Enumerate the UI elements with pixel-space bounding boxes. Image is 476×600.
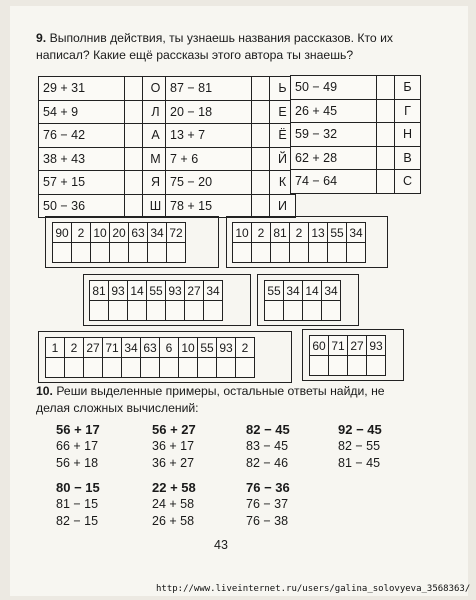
example-group bbox=[338, 421, 382, 472]
key-expression: 13 + 7 bbox=[166, 124, 252, 148]
grid-number: 63 bbox=[141, 338, 160, 358]
grid-letter-row bbox=[233, 243, 366, 263]
grid-letter-cell[interactable] bbox=[72, 243, 91, 263]
grid-letter-cell[interactable] bbox=[129, 243, 148, 263]
grid-number: 34 bbox=[204, 281, 223, 301]
grid-letter-cell[interactable] bbox=[122, 358, 141, 378]
related-example: 26 + 58 bbox=[152, 514, 195, 528]
key-letter: К bbox=[270, 171, 296, 195]
key-expression: 57 + 15 bbox=[39, 171, 125, 195]
related-example: 82 − 46 bbox=[246, 456, 289, 470]
key-table-3 bbox=[290, 75, 421, 194]
grid-number: 81 bbox=[90, 281, 109, 301]
grid-number: 2 bbox=[252, 223, 271, 243]
key-letter: Я bbox=[143, 171, 169, 195]
answer-cell[interactable] bbox=[252, 171, 270, 195]
key-expression: 62 + 28 bbox=[291, 146, 377, 170]
grid-letter-cell[interactable] bbox=[348, 356, 367, 376]
answer-cell[interactable] bbox=[377, 146, 395, 170]
key-letter: О bbox=[143, 77, 169, 101]
key-expression: 76 − 42 bbox=[39, 124, 125, 148]
key-letter: Ш bbox=[143, 194, 169, 218]
answer-grid-2 bbox=[232, 222, 366, 263]
highlighted-example: 56 + 27 bbox=[152, 422, 196, 437]
key-expression: 59 − 32 bbox=[291, 123, 377, 147]
grid-letter-cell[interactable] bbox=[148, 243, 167, 263]
answer-cell[interactable] bbox=[252, 100, 270, 124]
grid-letter-cell[interactable] bbox=[290, 243, 309, 263]
grid-number: 2 bbox=[72, 223, 91, 243]
exercise-9-number: 9. bbox=[36, 31, 47, 45]
key-letter: Ь bbox=[270, 77, 296, 101]
grid-number-row bbox=[233, 223, 366, 243]
key-expression: 20 − 18 bbox=[166, 100, 252, 124]
key-row bbox=[291, 99, 421, 123]
related-example: 81 − 45 bbox=[338, 456, 381, 470]
key-row bbox=[39, 124, 169, 148]
answer-cell[interactable] bbox=[125, 194, 143, 218]
grid-letter-cell[interactable] bbox=[167, 243, 186, 263]
key-row bbox=[291, 146, 421, 170]
highlighted-example: 80 − 15 bbox=[56, 480, 100, 495]
grid-number-row bbox=[53, 223, 186, 243]
grid-letter-cell[interactable] bbox=[46, 358, 65, 378]
answer-grid-1 bbox=[52, 222, 186, 263]
grid-number: 27 bbox=[348, 336, 367, 356]
key-expression: 26 + 45 bbox=[291, 99, 377, 123]
example-group bbox=[152, 479, 196, 530]
key-expression: 75 − 20 bbox=[166, 171, 252, 195]
page-number: 43 bbox=[214, 538, 228, 552]
answer-cell[interactable] bbox=[125, 77, 143, 101]
grid-letter-cell[interactable] bbox=[103, 358, 122, 378]
grid-number: 34 bbox=[347, 223, 366, 243]
grid-letter-cell[interactable] bbox=[128, 301, 147, 321]
answer-cell[interactable] bbox=[377, 170, 395, 194]
grid-number: 1 bbox=[46, 338, 65, 358]
grid-number-row bbox=[46, 338, 255, 358]
answer-cell[interactable] bbox=[377, 123, 395, 147]
key-expression: 50 − 49 bbox=[291, 76, 377, 100]
key-row bbox=[166, 124, 296, 148]
highlighted-example: 82 − 45 bbox=[246, 422, 290, 437]
example-group bbox=[246, 479, 290, 530]
exercise-10-text: Реши выделенные примеры, остальные ответы найди, не делая сложных вычислений: bbox=[36, 384, 385, 415]
grid-number: 13 bbox=[309, 223, 328, 243]
grid-letter-cell[interactable] bbox=[166, 301, 185, 321]
answer-cell[interactable] bbox=[252, 124, 270, 148]
key-row bbox=[39, 171, 169, 195]
answer-cell[interactable] bbox=[125, 124, 143, 148]
grid-number: 34 bbox=[122, 338, 141, 358]
answer-cell[interactable] bbox=[252, 77, 270, 101]
grid-letter-cell[interactable] bbox=[141, 358, 160, 378]
highlighted-example: 22 + 58 bbox=[152, 480, 196, 495]
answer-grid-5 bbox=[45, 337, 255, 378]
key-letter: С bbox=[395, 170, 421, 194]
key-row bbox=[39, 147, 169, 171]
key-expression: 29 + 31 bbox=[39, 77, 125, 101]
exercise-10-instructions bbox=[36, 383, 416, 417]
grid-letter-cell[interactable] bbox=[179, 358, 198, 378]
grid-letter-cell[interactable] bbox=[265, 301, 284, 321]
key-letter: Н bbox=[395, 123, 421, 147]
exercise-9-text: Выполнив действия, ты узнаешь названия рассказов. Кто их написал? Какие ещё рассказы этого автора ты знаешь? bbox=[36, 31, 393, 62]
grid-number: 55 bbox=[328, 223, 347, 243]
grid-letter-row bbox=[90, 301, 223, 321]
grid-number: 63 bbox=[129, 223, 148, 243]
highlighted-example: 76 − 36 bbox=[246, 480, 290, 495]
grid-number: 81 bbox=[271, 223, 290, 243]
grid-number: 71 bbox=[103, 338, 122, 358]
grid-number: 90 bbox=[53, 223, 72, 243]
grid-number: 93 bbox=[367, 336, 386, 356]
grid-number: 10 bbox=[179, 338, 198, 358]
key-row bbox=[166, 77, 296, 101]
grid-number: 60 bbox=[310, 336, 329, 356]
example-group bbox=[56, 421, 100, 472]
key-row bbox=[291, 170, 421, 194]
answer-cell[interactable] bbox=[252, 194, 270, 218]
key-expression: 78 + 15 bbox=[166, 194, 252, 218]
key-letter: Е bbox=[270, 100, 296, 124]
grid-number: 71 bbox=[329, 336, 348, 356]
grid-number: 55 bbox=[265, 281, 284, 301]
grid-number-row bbox=[265, 281, 341, 301]
grid-number: 2 bbox=[236, 338, 255, 358]
grid-letter-cell[interactable] bbox=[310, 356, 329, 376]
grid-letter-cell[interactable] bbox=[284, 301, 303, 321]
key-letter: М bbox=[143, 147, 169, 171]
grid-letter-cell[interactable] bbox=[217, 358, 236, 378]
grid-number-row bbox=[310, 336, 386, 356]
key-letter: Л bbox=[143, 100, 169, 124]
key-row bbox=[166, 194, 296, 218]
grid-letter-row bbox=[265, 301, 341, 321]
highlighted-example: 92 − 45 bbox=[338, 422, 382, 437]
key-row bbox=[39, 100, 169, 124]
grid-letter-cell[interactable] bbox=[204, 301, 223, 321]
grid-letter-cell[interactable] bbox=[65, 358, 84, 378]
grid-number: 93 bbox=[166, 281, 185, 301]
grid-number: 6 bbox=[160, 338, 179, 358]
grid-number-row bbox=[90, 281, 223, 301]
key-row bbox=[291, 123, 421, 147]
related-example: 56 + 18 bbox=[56, 456, 99, 470]
answer-grid-4 bbox=[264, 280, 341, 321]
example-group bbox=[152, 421, 196, 472]
key-expression: 7 + 6 bbox=[166, 147, 252, 171]
grid-number: 93 bbox=[109, 281, 128, 301]
key-expression: 50 − 36 bbox=[39, 194, 125, 218]
grid-number: 10 bbox=[91, 223, 110, 243]
grid-number: 34 bbox=[148, 223, 167, 243]
watermark-url: http://www.liveinternet.ru/users/galina_solovyeva_3568363/ bbox=[156, 584, 471, 594]
grid-letter-cell[interactable] bbox=[198, 358, 217, 378]
key-table-1 bbox=[38, 76, 169, 218]
related-example: 83 − 45 bbox=[246, 439, 289, 453]
exercise-10-number: 10. bbox=[36, 384, 53, 398]
answer-cell[interactable] bbox=[125, 147, 143, 171]
related-example: 66 + 17 bbox=[56, 439, 99, 453]
grid-letter-row bbox=[310, 356, 386, 376]
related-example: 36 + 17 bbox=[152, 439, 195, 453]
grid-letter-cell[interactable] bbox=[367, 356, 386, 376]
grid-letter-cell[interactable] bbox=[110, 243, 129, 263]
grid-number: 34 bbox=[322, 281, 341, 301]
key-expression: 38 + 43 bbox=[39, 147, 125, 171]
related-example: 76 − 37 bbox=[246, 497, 289, 511]
key-letter: Г bbox=[395, 99, 421, 123]
grid-number: 55 bbox=[147, 281, 166, 301]
key-row bbox=[291, 76, 421, 100]
grid-letter-cell[interactable] bbox=[347, 243, 366, 263]
exercise-9-instructions bbox=[36, 30, 416, 64]
grid-number: 14 bbox=[303, 281, 322, 301]
grid-letter-cell[interactable] bbox=[185, 301, 204, 321]
grid-letter-cell[interactable] bbox=[160, 358, 179, 378]
example-group bbox=[246, 421, 290, 472]
grid-letter-cell[interactable] bbox=[84, 358, 103, 378]
grid-number: 93 bbox=[217, 338, 236, 358]
related-example: 82 − 15 bbox=[56, 514, 99, 528]
grid-number: 72 bbox=[167, 223, 186, 243]
example-group bbox=[56, 479, 100, 530]
grid-number: 10 bbox=[233, 223, 252, 243]
grid-number: 20 bbox=[110, 223, 129, 243]
grid-letter-cell[interactable] bbox=[109, 301, 128, 321]
grid-letter-cell[interactable] bbox=[233, 243, 252, 263]
grid-letter-cell[interactable] bbox=[236, 358, 255, 378]
key-letter: А bbox=[143, 124, 169, 148]
highlighted-example: 56 + 17 bbox=[56, 422, 100, 437]
grid-number: 55 bbox=[198, 338, 217, 358]
grid-letter-cell[interactable] bbox=[328, 243, 347, 263]
grid-number: 2 bbox=[290, 223, 309, 243]
answer-cell[interactable] bbox=[125, 100, 143, 124]
key-expression: 87 − 81 bbox=[166, 77, 252, 101]
grid-letter-cell[interactable] bbox=[53, 243, 72, 263]
grid-letter-cell[interactable] bbox=[322, 301, 341, 321]
grid-number: 2 bbox=[65, 338, 84, 358]
related-example: 76 − 38 bbox=[246, 514, 289, 528]
related-example: 24 + 58 bbox=[152, 497, 195, 511]
answer-cell[interactable] bbox=[377, 99, 395, 123]
key-table-2 bbox=[165, 76, 296, 218]
key-row bbox=[39, 77, 169, 101]
grid-letter-row bbox=[53, 243, 186, 263]
grid-letter-cell[interactable] bbox=[329, 356, 348, 376]
related-example: 81 − 15 bbox=[56, 497, 99, 511]
grid-number: 14 bbox=[128, 281, 147, 301]
grid-letter-cell[interactable] bbox=[309, 243, 328, 263]
grid-letter-cell[interactable] bbox=[303, 301, 322, 321]
answer-grid-6 bbox=[309, 335, 386, 376]
grid-letter-cell[interactable] bbox=[271, 243, 290, 263]
grid-letter-cell[interactable] bbox=[147, 301, 166, 321]
related-example: 36 + 27 bbox=[152, 456, 195, 470]
grid-number: 27 bbox=[84, 338, 103, 358]
answer-cell[interactable] bbox=[252, 147, 270, 171]
grid-letter-row bbox=[46, 358, 255, 378]
key-row bbox=[166, 147, 296, 171]
answer-cell[interactable] bbox=[125, 171, 143, 195]
grid-letter-cell[interactable] bbox=[91, 243, 110, 263]
key-letter: Б bbox=[395, 76, 421, 100]
answer-grid-3 bbox=[89, 280, 223, 321]
key-letter: Ё bbox=[270, 124, 296, 148]
key-letter: И bbox=[270, 194, 296, 218]
key-expression: 74 − 64 bbox=[291, 170, 377, 194]
key-letter: В bbox=[395, 146, 421, 170]
key-row bbox=[166, 100, 296, 124]
grid-letter-cell[interactable] bbox=[90, 301, 109, 321]
answer-cell[interactable] bbox=[377, 76, 395, 100]
grid-number: 27 bbox=[185, 281, 204, 301]
grid-number: 34 bbox=[284, 281, 303, 301]
key-row bbox=[166, 171, 296, 195]
key-letter: Й bbox=[270, 147, 296, 171]
key-expression: 54 + 9 bbox=[39, 100, 125, 124]
key-row bbox=[39, 194, 169, 218]
grid-letter-cell[interactable] bbox=[252, 243, 271, 263]
related-example: 82 − 55 bbox=[338, 439, 381, 453]
